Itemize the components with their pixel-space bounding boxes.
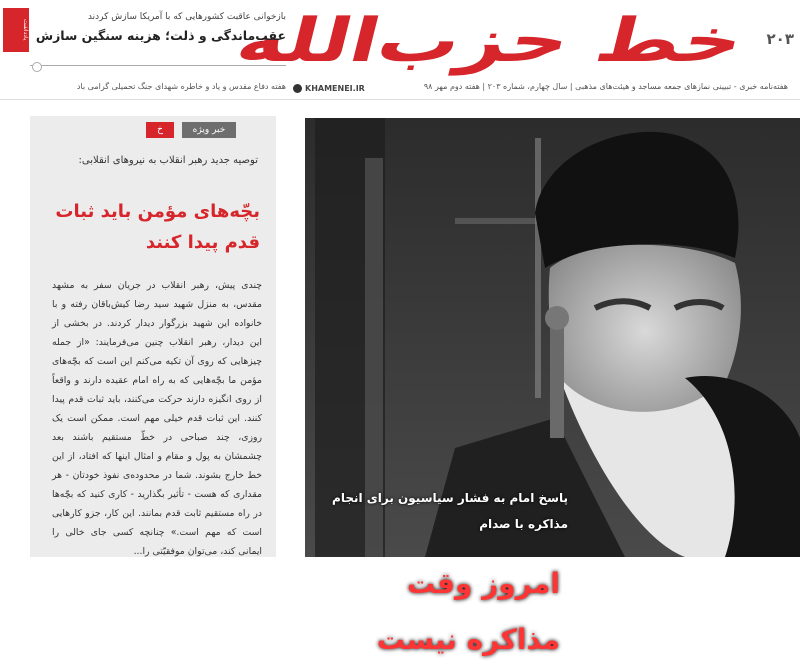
teaser-divider [30,65,286,66]
masthead-divider [0,99,800,100]
sidebar-kicker: توصیه جدید رهبر انقلاب به نیروهای انقلابی: [78,155,258,166]
logo-text: خط حزب‌الله [229,6,751,76]
cover-photo [305,118,800,656]
cover-headline[interactable]: امروز وقت مذاکره نیست [376,567,560,656]
section-label: خبر ویژه [182,122,236,138]
teaser-box[interactable] [30,12,286,43]
website-text: KHAMENEI.IR [305,84,365,93]
sidebar-title[interactable]: بچّه‌های مؤمن باید ثبات قدم پیدا کنند [55,201,260,253]
website-link[interactable] [293,84,365,93]
logo [229,6,751,78]
teaser-headline: عقب‌ماندگی و ذلت؛ هزینه سنگین سازش [35,28,286,43]
section-logo-icon: خ [146,122,174,138]
teaser-kicker: بازخوانی عاقبت کشورهایی که با آمریکا سازش کردند [87,12,286,22]
issue-number: ۲۰۳ [766,30,794,48]
sidebar-article [30,116,276,557]
khamenei-emblem-icon [293,84,302,93]
page-marker-icon [32,62,42,72]
teaser-subline: هفته دفاع مقدس و یاد و خاطره شهدای جنگ تحمیلی گرامی باد [76,82,286,91]
cover-subheadline: پاسخ امام به فشار سیاسیون برای انجام مذاکره با صدام [332,491,568,531]
sidebar-body: چندی پیش، رهبر انقلاب در جریان سفر به مشهد مقدس، به منزل شهید سید رضا کیش‌باقان رفته و با خانواده این شهید بزرگوار دیدار کردند. در بخشی از این دیدار، رهبر انقلاب چنین می‌فرمایند: «از جمله چیزهایی که روی آن تکیه می‌کنم این است که بچّه‌های مؤمن ما بچّه‌هایی که به راه امام عقیده دارند و واقعاً از روی انگیزه دارند حرکت می‌کنند، باید ثبات قدم پیدا کنند. این ثبات قدم خیلی مهم است. ممکن است یک روزی، چند صباحی در خطّ مستقیم باشند بعد چشمشان به پول و مقام و امثال اینها که افتاد، از این خط خارج بشوند. شما در محدوده‌ی نفوذ خودتان - هر مقداری که هست - تأثیر بگذارید - کاری کنید که بچّه‌ها در راه مستقیم ثابت قدم بمانند. این کار، جزو کارهایی است که مهم است.» چنانچه کسی جای خالی را ایمانی کند، می‌توان موفقیّتی را... [52,280,262,557]
dateline: هفته‌نامه خبری - تبیینی نمازهای جمعه مساجد و هیئت‌های مذهبی | سال چهارم، شماره ۲۰۳ | هفته دوم مهر ۹۸ [423,82,788,91]
sidebar-header [90,120,236,140]
teaser-flag: یادداشت [3,8,29,52]
masthead [0,0,800,100]
